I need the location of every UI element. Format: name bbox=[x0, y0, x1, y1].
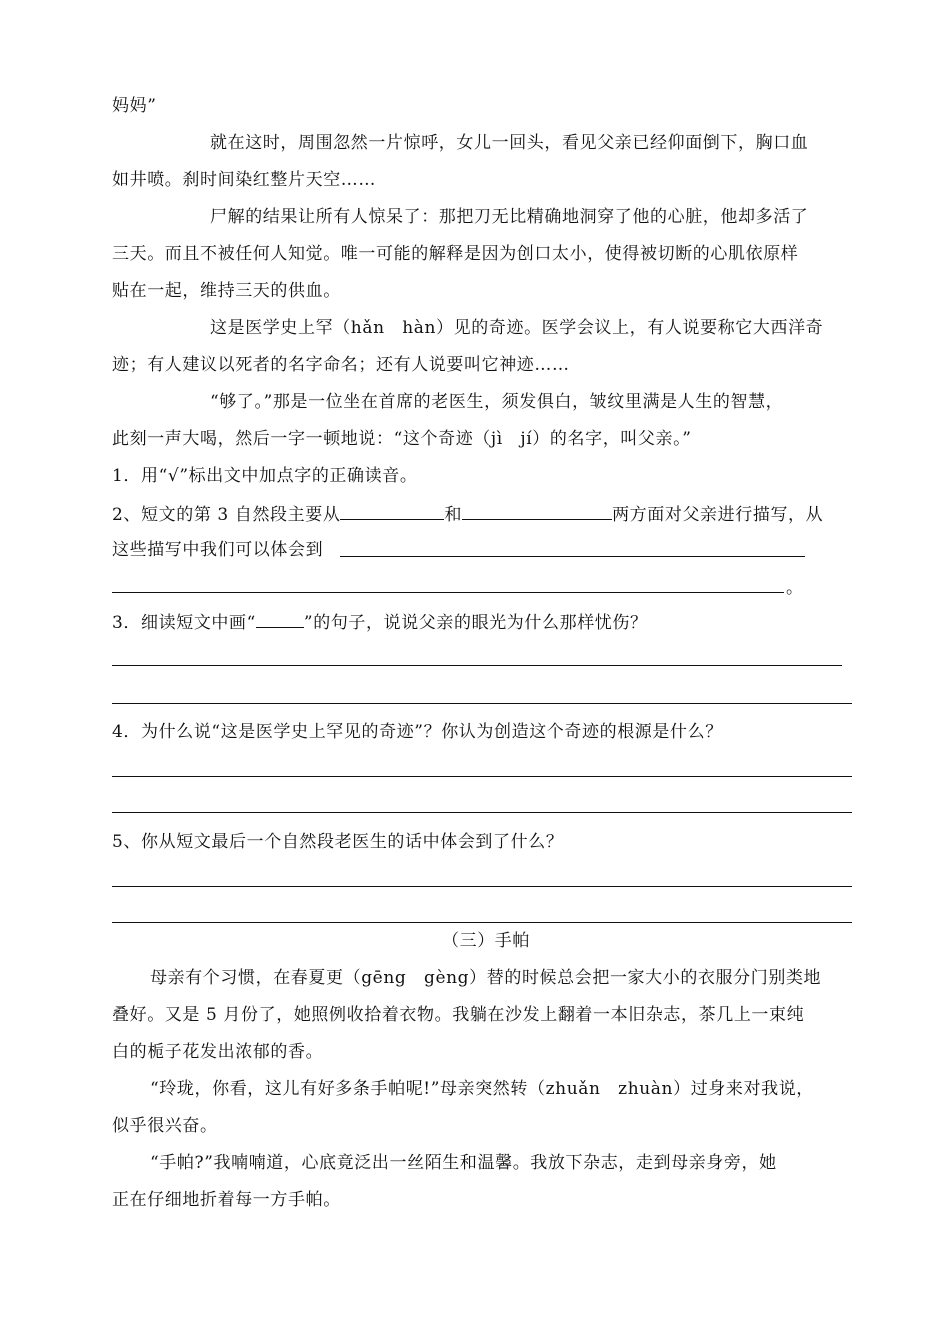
story2-p1-line1: 就在这时，周围忽然一片惊呼，女儿一回头，看见父亲已经仰面倒下，胸口血 bbox=[210, 133, 809, 153]
answer-line-2c[interactable] bbox=[340, 556, 805, 557]
answer-line-2d[interactable] bbox=[112, 592, 784, 593]
section-title: （三）手帕 bbox=[442, 931, 530, 951]
story3-p1-line3: 白的栀子花发出浓郁的香。 bbox=[112, 1042, 324, 1062]
question-4: 4．为什么说“这是医学史上罕见的奇迹”？你认为创造这个奇迹的根源是什么？ bbox=[112, 722, 723, 742]
answer-line-3a[interactable] bbox=[112, 665, 842, 666]
story2-p4-line2: 此刻一声大喝，然后一字一顿地说：“这个奇迹（jì jí）的名字，叫父亲。” bbox=[112, 429, 692, 449]
story3-p3-line2: 正在仔细地折着每一方手帕。 bbox=[112, 1190, 341, 1210]
answer-line-5b[interactable] bbox=[112, 922, 852, 923]
question-2-text-b: 和 bbox=[444, 505, 463, 525]
question-3 bbox=[112, 611, 648, 633]
story2-p0: 妈妈” bbox=[112, 96, 157, 116]
story2-p4-line1: “够了。”那是一位坐在首席的老医生，须发俱白，皱纹里满是人生的智慧， bbox=[210, 392, 784, 412]
story3-p2-line1: “玲珑，你看，这儿有好多条手帕呢!”母亲突然转（zhuǎn zhuàn）过身来对我说， bbox=[150, 1079, 814, 1099]
story2-p2-line3: 贴在一起，维持三天的供血。 bbox=[112, 281, 341, 301]
story2-p3-line2: 迹；有人建议以死者的名字命名；还有人说要叫它神迹…… bbox=[112, 355, 570, 375]
story3-p1-line2: 叠好。又是 5 月份了，她照例收拾着衣物。我躺在沙发上翻着一本旧杂志，茶几上一束纯 bbox=[112, 1005, 805, 1025]
question-2-period: 。 bbox=[786, 578, 804, 598]
answer-line-4a[interactable] bbox=[112, 776, 852, 777]
story2-p3-line1: 这是医学史上罕（hǎn hàn）见的奇迹。医学会议上，有人说要称它大西洋奇 bbox=[210, 318, 824, 338]
story2-p2-line1: 尸解的结果让所有人惊呆了：那把刀无比精确地洞穿了他的心脏，他却多活了 bbox=[210, 207, 809, 227]
question-5: 5、你从短文最后一个自然段老医生的话中体会到了什么？ bbox=[112, 832, 564, 852]
story3-p3-line1: “手帕?”我喃喃道，心底竟泛出一丝陌生和温馨。我放下杂志，走到母亲身旁，她 bbox=[150, 1153, 777, 1173]
question-2-line2 bbox=[112, 540, 323, 560]
story3-p1-line1: 母亲有个习惯，在春夏更（gēng gèng）替的时候总会把一家大小的衣服分门别类地 bbox=[150, 968, 822, 988]
question-2-text-a: 2、短文的第 3 自然段主要从 bbox=[112, 505, 341, 525]
question-3-text-b: ”的句子，说说父亲的眼光为什么那样忧伤？ bbox=[303, 613, 648, 633]
story2-p1-line2: 如井喷。刹时间染红整片天空…… bbox=[112, 170, 376, 190]
answer-blank-2a[interactable] bbox=[340, 503, 444, 520]
question-2-line1 bbox=[112, 503, 823, 525]
question-1: 1．用“√”标出文中加点字的正确读音。 bbox=[112, 466, 418, 486]
story2-p2-line2: 三天。而且不被任何人知觉。唯一可能的解释是因为创口太小，使得被切断的心肌依原样 bbox=[112, 244, 799, 264]
question-2-text-d: 这些描写中我们可以体会到 bbox=[112, 540, 324, 560]
question-2-text-c: 两方面对父亲进行描写，从 bbox=[612, 505, 824, 525]
answer-blank-2b[interactable] bbox=[462, 503, 612, 520]
story3-p2-line2: 似乎很兴奋。 bbox=[112, 1116, 218, 1136]
answer-line-5a[interactable] bbox=[112, 886, 852, 887]
question-3-text-a: 3．细读短文中画“ bbox=[112, 613, 256, 633]
underline-sample bbox=[256, 611, 304, 628]
answer-line-4b[interactable] bbox=[112, 812, 852, 813]
answer-line-3b[interactable] bbox=[112, 703, 852, 704]
